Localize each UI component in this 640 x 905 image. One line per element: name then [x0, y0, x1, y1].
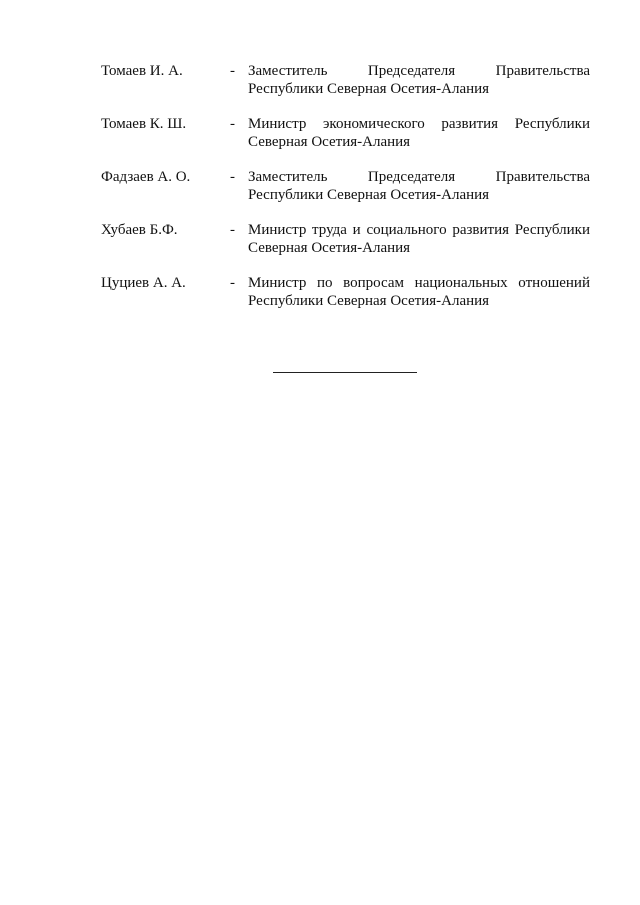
- member-name: Фадзаев А. О.: [101, 169, 191, 185]
- member-name: Хубаев Б.Ф.: [101, 222, 178, 238]
- member-position: Министр по вопросам национальных отношений Республики Северная Осетия-Алания: [248, 275, 590, 309]
- member-name: Томаев И. А.: [101, 63, 183, 79]
- list-item: [101, 115, 590, 151]
- list-item: [101, 221, 590, 257]
- list-item: [101, 274, 590, 310]
- separator-dash: -: [230, 116, 235, 132]
- member-position: Министр экономического развития Республики Северная Осетия-Алания: [248, 116, 590, 150]
- list-item: [101, 62, 590, 98]
- member-position: Заместитель Председателя Правительства Республики Северная Осетия-Алания: [248, 63, 590, 97]
- member-name: Томаев К. Ш.: [101, 116, 187, 132]
- list-item: [101, 168, 590, 204]
- separator-dash: -: [230, 169, 235, 185]
- separator-dash: -: [230, 63, 235, 79]
- end-divider: [273, 372, 417, 373]
- member-list: [101, 62, 590, 327]
- member-position: Заместитель Председателя Правительства Республики Северная Осетия-Алания: [248, 169, 590, 203]
- member-name: Цуциев А. А.: [101, 275, 186, 291]
- separator-dash: -: [230, 222, 235, 238]
- separator-dash: -: [230, 275, 235, 291]
- member-position: Министр труда и социального развития Республики Северная Осетия-Алания: [248, 222, 590, 256]
